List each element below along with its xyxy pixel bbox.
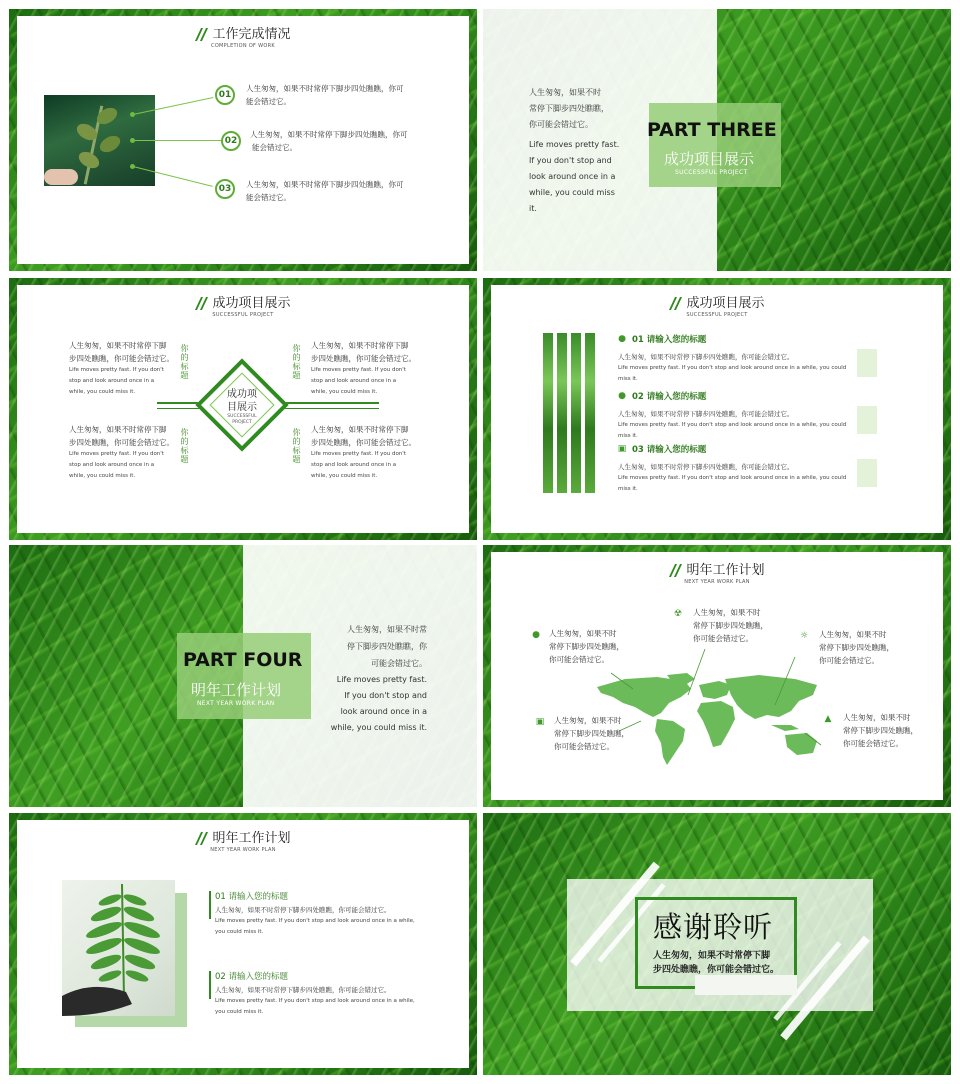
slide-title: 明年工作计划 <box>212 831 291 846</box>
intro-line: Life moves pretty fast. <box>529 140 620 149</box>
book-icon: ▣ <box>535 717 545 727</box>
slide-subtitle: NEXT YEAR WORK PLAN <box>684 579 750 585</box>
item-line: 人生匆匆，如果不时常停下脚步四处瞧瞧，你可 <box>246 84 404 93</box>
slide-next-year-plan-map <box>483 545 951 807</box>
item-en: Life moves pretty fast. If you don't stop and look around once in a while, <box>215 918 415 924</box>
text-block <box>311 339 416 398</box>
block-cn: 步四处瞧瞧，你可能会错过它。 <box>69 354 174 363</box>
vertical-label: 你的标题 <box>180 428 189 464</box>
block-cn: 人生匆匆，如果不时常停下脚 <box>69 425 167 434</box>
map-pointers <box>483 545 951 807</box>
center-subtitle: PROJECT <box>232 420 252 425</box>
item-line: 能会错过它。 <box>246 193 291 202</box>
vertical-label: 你的标题 <box>292 428 301 464</box>
part-title-en: NEXT YEAR WORK PLAN <box>197 700 275 707</box>
block-en: while, you could miss it. <box>311 389 378 395</box>
photo-strip <box>585 333 595 493</box>
slide-title: 成功项目展示 <box>686 296 765 311</box>
part-title: PART THREE <box>647 119 777 141</box>
intro-cn <box>529 85 609 133</box>
center-title-line: 目展示 <box>227 402 257 413</box>
part-title-cn: 成功项目展示 <box>664 150 755 168</box>
item-text <box>246 82 404 108</box>
item-en: miss it. <box>618 376 638 382</box>
vertical-accent <box>209 971 211 999</box>
center-title <box>214 388 270 426</box>
photo-strip <box>557 333 567 493</box>
slide-subtitle: NEXT YEAR WORK PLAN <box>210 847 276 853</box>
thanks-frame-mask <box>695 975 797 995</box>
item-body <box>618 352 846 385</box>
book-icon: ▣ <box>617 444 627 454</box>
block-en: while, you could miss it. <box>69 389 136 395</box>
item-heading: 03 请输入您的标题 <box>632 445 707 455</box>
flame-icon: ▲ <box>824 714 832 724</box>
item-en: Life moves pretty fast. If you don't stop and look around once in a while, <box>215 998 415 1004</box>
item-en: you could miss it. <box>215 929 264 935</box>
decor-square <box>857 406 877 434</box>
map-label-line: 你可能会错过它。 <box>549 655 609 664</box>
item-body <box>215 905 415 938</box>
map-label-line: 常停下脚步四处瞧瞧， <box>549 642 624 651</box>
map-label <box>549 627 624 666</box>
block-en: stop and look around once in a <box>69 378 155 384</box>
slide-next-year-plan-items <box>9 813 477 1075</box>
part-title-cn: 明年工作计划 <box>191 681 282 699</box>
decor-square <box>857 459 877 487</box>
slash-icon <box>669 296 681 310</box>
slash-icon <box>195 27 207 41</box>
intro-line: while, you could miss <box>529 188 615 197</box>
map-label <box>843 711 918 750</box>
intro-line: look around once in a <box>340 707 427 716</box>
intro-en <box>529 137 619 217</box>
connector-dot <box>130 138 135 143</box>
item-line: 能会错过它。 <box>252 143 297 152</box>
intro-line: it. <box>529 204 537 213</box>
photo-strip <box>571 333 581 493</box>
item-heading: 01 请输入您的标题 <box>215 892 289 902</box>
text-block <box>69 423 174 482</box>
text-block <box>69 339 174 398</box>
slide-part-three <box>483 9 951 271</box>
item-en: you could miss it. <box>215 1009 264 1015</box>
fern-illustration <box>62 880 175 1016</box>
thanks-line: 步四处瞧瞧，你可能会错过它。 <box>653 965 780 975</box>
slash-icon <box>195 296 207 310</box>
map-label-line: 你可能会错过它。 <box>819 656 879 665</box>
slide-header <box>9 23 477 49</box>
map-label-line: 人生匆匆，如果不时 <box>693 608 761 617</box>
photo-strip <box>543 333 553 493</box>
water-drop-icon: ● <box>618 334 626 344</box>
fern-photo <box>62 880 175 1016</box>
part-title: PART FOUR <box>183 649 303 671</box>
intro-line: 可能会错过它。 <box>371 659 427 668</box>
item-number: 02 <box>221 131 241 151</box>
item-cn: 人生匆匆，如果不时常停下脚步四处瞧瞧，你可能会错过它。 <box>618 463 794 471</box>
slide-subtitle: SUCCESSFUL PROJECT <box>212 312 274 318</box>
map-label-line: 你可能会错过它。 <box>693 634 753 643</box>
intro-en <box>331 672 427 736</box>
block-en: Life moves pretty fast. If you don't <box>311 451 406 457</box>
intro-line: Life moves pretty fast. <box>336 675 427 684</box>
slide-successful-project-a <box>9 278 477 540</box>
map-label-line: 常停下脚步四处瞧瞧， <box>819 643 894 652</box>
map-label-line: 你可能会错过它。 <box>554 742 614 751</box>
item-cn: 人生匆匆，如果不时常停下脚步四处瞧瞧，你可能会错过它。 <box>618 410 794 418</box>
map-label-line: 常停下脚步四处瞧瞧， <box>843 726 918 735</box>
pointer-line <box>688 649 705 695</box>
item-heading: 01 请输入您的标题 <box>632 335 707 345</box>
item-en: miss it. <box>618 433 638 439</box>
map-label-line: 人生匆匆，如果不时 <box>554 716 622 725</box>
item-heading: 02 请输入您的标题 <box>215 972 289 982</box>
intro-line: while, you could miss it. <box>330 723 427 732</box>
map-label-line: 人生匆匆，如果不时 <box>843 713 911 722</box>
water-drop-icon: ● <box>618 391 626 401</box>
slide-title: 成功项目展示 <box>212 296 291 311</box>
block-en: stop and look around once in a <box>311 378 397 384</box>
block-en: Life moves pretty fast. If you don't <box>69 367 164 373</box>
decor-square <box>857 349 877 377</box>
pointer-line <box>611 673 633 689</box>
map-label-line: 人生匆匆，如果不时 <box>819 630 887 639</box>
thanks-text <box>653 949 779 977</box>
vertical-label: 你的标题 <box>180 344 189 380</box>
intro-line: look around once in a <box>529 172 616 181</box>
block-en: Life moves pretty fast. If you don't <box>69 451 164 457</box>
intro-line: 常停下脚步四处瞧瞧， <box>529 104 609 113</box>
block-en: while, you could miss it. <box>69 473 136 479</box>
pointer-line <box>775 657 795 705</box>
block-cn: 步四处瞧瞧，你可能会错过它。 <box>311 354 416 363</box>
slide-thanks <box>483 813 951 1075</box>
item-text <box>250 128 408 154</box>
block-en: stop and look around once in a <box>69 462 155 468</box>
item-cn: 人生匆匆，如果不时常停下脚步四处瞧瞧，你可能会错过它。 <box>618 353 794 361</box>
thanks-title: 感谢聆听 <box>653 910 774 944</box>
slide-title: 明年工作计划 <box>686 563 765 578</box>
map-label <box>693 606 768 645</box>
vertical-accent <box>209 891 211 919</box>
block-cn: 人生匆匆，如果不时常停下脚 <box>311 425 409 434</box>
block-en: while, you could miss it. <box>311 473 378 479</box>
item-number: 01 <box>215 85 235 105</box>
connector-line <box>133 140 221 141</box>
map-label <box>554 714 629 753</box>
text-block <box>311 423 416 482</box>
slide-part-four <box>9 545 477 807</box>
item-cn: 人生匆匆，如果不时常停下脚步四处瞧瞧，你可能会错过它。 <box>215 986 391 994</box>
center-title-line: 成功项 <box>227 389 257 400</box>
item-en: Life moves pretty fast. If you don't stop and look around once in a while, you could <box>618 475 847 481</box>
slide-subtitle: COMPLETION OF WORK <box>211 43 275 49</box>
connector-dot <box>130 164 135 169</box>
slide-title: 工作完成情况 <box>212 27 291 42</box>
slash-icon <box>195 831 207 845</box>
vertical-label: 你的标题 <box>292 344 301 380</box>
center-subtitle: SUCCESSFUL <box>227 414 257 419</box>
connector-dot <box>130 112 135 117</box>
intro-line: 人生匆匆，如果不时 <box>529 88 601 97</box>
item-heading: 02 请输入您的标题 <box>632 392 707 402</box>
slide-header <box>483 292 951 318</box>
sun-icon: ☼ <box>799 631 809 641</box>
slide-completion-of-work <box>9 9 477 271</box>
intro-cn <box>347 621 427 672</box>
map-label-line: 常停下脚步四处瞧瞧， <box>554 729 629 738</box>
item-number: 03 <box>215 179 235 199</box>
map-label-line: 常停下脚步四处瞧瞧， <box>693 621 768 630</box>
item-body <box>215 985 415 1018</box>
radiation-icon: ☢ <box>673 609 683 619</box>
item-line: 人生匆匆，如果不时常停下脚步四处瞧瞧，你可 <box>246 180 404 189</box>
item-body <box>618 409 846 442</box>
item-text <box>246 178 404 204</box>
item-en: Life moves pretty fast. If you don't stop and look around once in a while, you could <box>618 365 847 371</box>
intro-line: If you don't stop and <box>344 691 427 700</box>
intro-line: 停下脚步四处瞧瞧，你 <box>347 642 427 651</box>
intro-line: 人生匆匆，如果不时常 <box>347 625 427 634</box>
item-en: Life moves pretty fast. If you don't stop and look around once in a while, you could <box>618 422 847 428</box>
item-cn: 人生匆匆，如果不时常停下脚步四处瞧瞧，你可能会错过它。 <box>215 906 391 914</box>
part-title-en: SUCCESSFUL PROJECT <box>675 169 748 176</box>
slide-header <box>9 827 477 853</box>
item-line: 人生匆匆，如果不时常停下脚步四处瞧瞧，你可 <box>250 130 408 139</box>
pointer-line <box>805 733 821 745</box>
block-en: stop and look around once in a <box>311 462 397 468</box>
item-line: 能会错过它。 <box>246 97 291 106</box>
block-en: Life moves pretty fast. If you don't <box>311 367 406 373</box>
item-en: miss it. <box>618 486 638 492</box>
map-label-line: 人生匆匆，如果不时 <box>549 629 617 638</box>
slide-header <box>9 292 477 318</box>
item-body <box>618 462 846 495</box>
block-cn: 步四处瞧瞧，你可能会错过它。 <box>69 438 174 447</box>
block-cn: 人生匆匆，如果不时常停下脚 <box>311 341 409 350</box>
block-cn: 人生匆匆，如果不时常停下脚 <box>69 341 167 350</box>
thanks-line: 人生匆匆，如果不时常停下脚 <box>653 951 771 961</box>
water-drop-icon: ● <box>532 630 540 640</box>
slide-subtitle: SUCCESSFUL PROJECT <box>686 312 748 318</box>
block-cn: 步四处瞧瞧，你可能会错过它。 <box>311 438 416 447</box>
slide-successful-project-b <box>483 278 951 540</box>
map-label-line: 你可能会错过它。 <box>843 739 903 748</box>
intro-line: 你可能会错过它。 <box>529 120 593 129</box>
map-label <box>819 628 894 667</box>
intro-line: If you don't stop and <box>529 156 612 165</box>
